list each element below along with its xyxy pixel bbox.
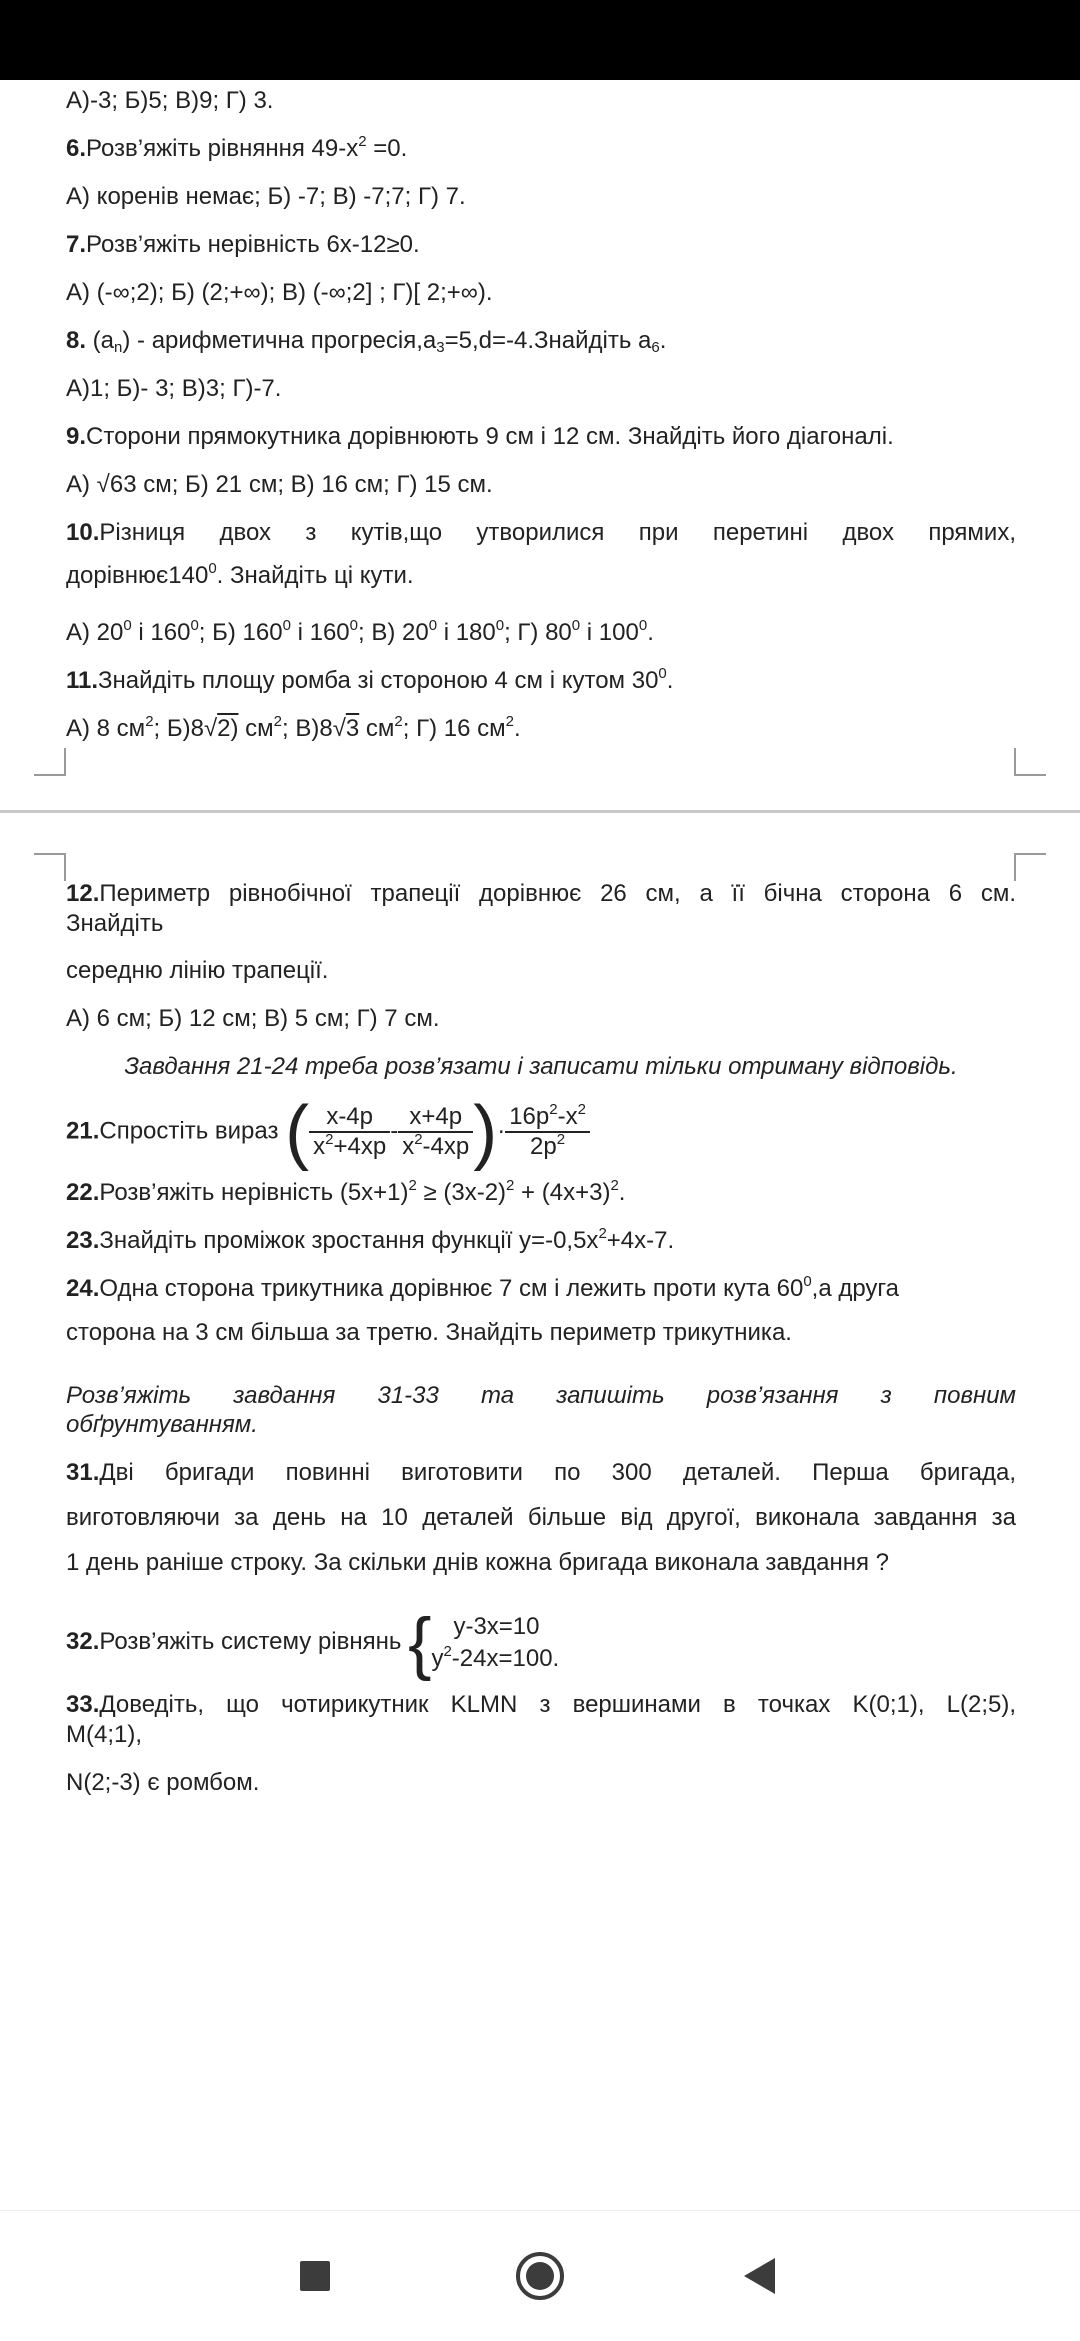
section-3-instruction-line2: обґрунтуванням.: [66, 1411, 258, 1438]
section-3-instruction: Розв’яжіть завдання 31-33 та запишіть розв’язання з повним: [66, 1382, 1016, 1409]
question-11: 11.Знайдіть площу ромба зі стороною 4 см і кутом $30^0$.: [66, 665, 674, 694]
question-32: 32.Розв’яжіть систему рівнянь { у-3х=10 $у^2-24х=100$.: [66, 1603, 560, 1682]
question-10-line2: $дорівнює140^0$. Знайдіть ці кути.: [66, 560, 414, 589]
back-button[interactable]: [727, 2243, 793, 2309]
question-10: 10.Різниця двох з кутів,що утворилися при перетині двох прямих,: [66, 519, 1016, 546]
question-12-line2: Знайдіть: [66, 910, 164, 937]
q8-answers: А)1; Б)- 3; В)3; Г)-7.: [66, 375, 282, 402]
section-2-instruction: Завдання 21-24 треба розв’язати і записати тільки отриману відповідь.: [124, 1053, 958, 1080]
question-22: 22.Розв’яжіть нерівність $(5х+1)^2 \ge (3х-2)^2 + (4х+3)^2$.: [66, 1177, 626, 1206]
crop-mark-top-right: [1014, 853, 1046, 881]
fraction-2: $\frac{х+4р}{х^2-4хр}$: [398, 1103, 473, 1161]
question-23: 23.Знайдіть проміжок зростання функції $у=-0,5х^2+4х-7$.: [66, 1225, 675, 1254]
question-33: 33.Доведіть, що чотирикутник KLMN з вершинами в точках K(0;1), L(2;5),: [66, 1691, 1016, 1718]
fraction-3: $\frac{16р^2-х^2}{2р^2}$: [505, 1103, 590, 1161]
question-8: 8. $(а_n)$ - арифметична $прогресія,а_3=5,d=-4.Знайдіть$ $а_6$.: [66, 327, 667, 356]
triangle-back-icon: [727, 2243, 793, 2309]
q7-answers: А) (-∞;2); Б) (2;+∞); В) (-∞;2] ; Г)[ 2;+∞).: [66, 279, 493, 306]
q6-answers: А) коренів немає; Б) -7; В) -7;7; Г) 7.: [66, 183, 466, 210]
q10-answers: А) $20^0$ і $160^0$; Б) $160^0$ і $160^0$; В) $20^0$ і $180^0$; Г) $80^0$ і $100^0$.: [66, 617, 654, 646]
q9-answers: А) √63 см; Б) 21 см; В) 16 см; Г) 15 см.: [66, 471, 493, 498]
question-9: 9.Сторони прямокутника дорівнюють 9 см і 12 см. Знайдіть його діагоналі.: [66, 423, 894, 450]
question-12: 12.Периметр рівнобічної трапеції дорівнює 26 см, а її бічна сторона 6 см.: [66, 880, 1016, 907]
q12-answers: А) 6 см; Б) 12 см; В) 5 см; Г) 7 см.: [66, 1005, 440, 1032]
crop-mark-bottom-right: [1014, 748, 1046, 776]
question-24-line2: сторона на 3 см більша за третю. Знайдіть периметр трикутника.: [66, 1319, 792, 1346]
question-6: 6.Розв’яжіть рівняння $49-х^2 =0$.: [66, 133, 408, 162]
question-33-line2: M(4;1),: [66, 1721, 143, 1748]
square-icon: [282, 2243, 348, 2309]
question-21: 21.Спростіть вираз ( $\frac{х-4р}{х^2+4хр}$ - $\frac{х+4р}{х^2-4хр}$ )· $\frac{16р^2-х^2}{2р^2}$: [66, 1096, 1016, 1162]
fraction-1: $\frac{х-4р}{х^2+4хр}$: [309, 1103, 390, 1161]
status-bar: [0, 0, 1080, 80]
home-button[interactable]: [507, 2243, 573, 2309]
question-31-line3: 1 день раніше строку. За скільки днів кожна бригада виконала завдання ?: [66, 1549, 890, 1576]
question-24: 24.Одна сторона трикутника дорівнює 7 см і лежить проти кута $60^0,а$ друга: [66, 1273, 899, 1302]
question-12-line3: середню лінію трапеції.: [66, 957, 329, 984]
q5-answers: А)-3; Б)5; В)9; Г) 3.: [66, 87, 274, 114]
question-33-line3: N(2;-3) є ромбом.: [66, 1769, 260, 1796]
q11-answers: А) 8 $см^2$; Б)8√2) $см^2$; В)8√3 $см^2$; Г) 16 $см^2$.: [66, 713, 521, 742]
question-31-line2: виготовляючи за день на 10 деталей більше від другої, виконала завдання за: [66, 1504, 1016, 1531]
document-page-2: [0, 813, 1080, 2203]
crop-mark-bottom-left: [34, 748, 66, 776]
crop-mark-top-left: [34, 853, 66, 881]
circle-icon: [507, 2243, 573, 2309]
question-7: 7.Розв’яжіть нерівність 6х-12≥0.: [66, 231, 420, 258]
navigation-bar: [0, 2210, 1080, 2341]
question-31: 31.Дві бригади повинні виготовити по 300 деталей. Перша бригада,: [66, 1459, 1016, 1486]
equation-system: у-3х=10 $у^2-24х=100$.: [431, 1612, 560, 1672]
document-page-1: [0, 80, 1080, 810]
recent-apps-button[interactable]: [282, 2243, 348, 2309]
